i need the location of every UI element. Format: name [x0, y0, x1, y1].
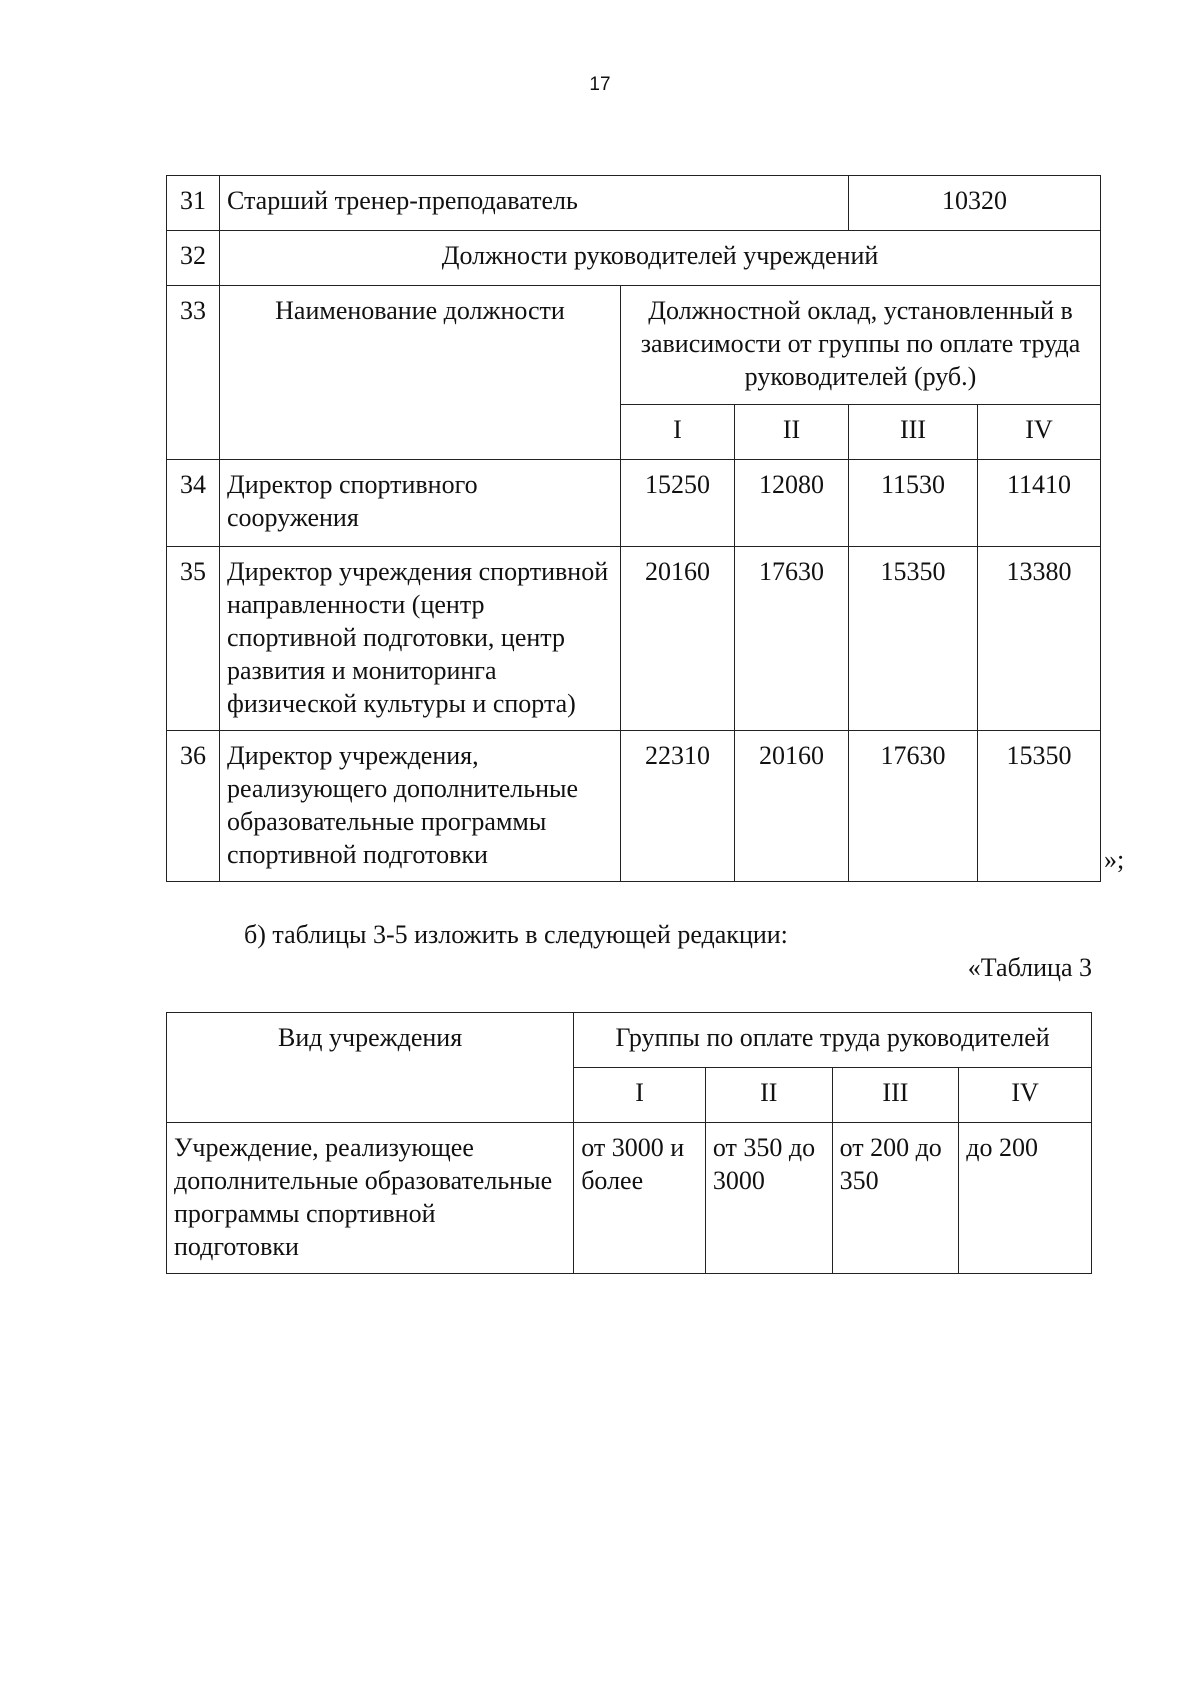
salary-value: 11530 — [849, 460, 978, 547]
institution-type: Учреждение, реализующее дополнительные образовательные программы спортивной подготовки — [167, 1123, 574, 1274]
row-number: 35 — [167, 547, 220, 731]
position-name: Директор учреждения спортивной направленности (центр спортивной подготовки, центр развития и мониторинга физической культуры и спорта) — [220, 547, 621, 731]
table-row — [167, 1123, 1092, 1274]
position-name: Директор спортивного сооружения — [220, 460, 621, 547]
table-row — [167, 231, 1101, 286]
table-row — [167, 731, 1101, 882]
table-caption: «Таблица 3 — [967, 953, 1092, 982]
salary-value: 10320 — [849, 176, 1101, 231]
table-row — [167, 1013, 1092, 1068]
row-number: 34 — [167, 460, 220, 547]
groups-header: Группы по оплате труда руководителей — [574, 1013, 1092, 1068]
group-header: III — [849, 405, 978, 460]
salary-value: 20160 — [735, 731, 849, 882]
institution-groups-table — [166, 1012, 1092, 1274]
group-header: II — [705, 1068, 832, 1123]
group-range: до 200 — [959, 1123, 1092, 1274]
section-title: Должности руководителей учреждений — [220, 231, 1101, 286]
row-number: 36 — [167, 731, 220, 882]
page-number: 17 — [589, 74, 611, 95]
closing-quote: »; — [1104, 845, 1125, 874]
table-row — [167, 547, 1101, 731]
position-name-header: Наименование должности — [220, 286, 621, 460]
group-range: от 350 до 3000 — [705, 1123, 832, 1274]
table-row — [167, 176, 1101, 231]
salary-value: 15350 — [849, 547, 978, 731]
position-name: Директор учреждения, реализующего дополнительные образовательные программы спортивной подготовки — [220, 731, 621, 882]
salary-value: 11410 — [978, 460, 1101, 547]
paragraph: б) таблицы 3-5 изложить в следующей редакции: — [244, 920, 788, 949]
salary-value: 20160 — [621, 547, 735, 731]
salary-value: 17630 — [849, 731, 978, 882]
salary-value: 15350 — [978, 731, 1101, 882]
table-row — [167, 286, 1101, 405]
salary-value: 15250 — [621, 460, 735, 547]
institution-type-header: Вид учреждения — [167, 1013, 574, 1123]
row-number: 32 — [167, 231, 220, 286]
row-number: 31 — [167, 176, 220, 231]
table-row — [167, 460, 1101, 547]
group-header: I — [574, 1068, 706, 1123]
salary-value: 13380 — [978, 547, 1101, 731]
position-name: Старший тренер-преподаватель — [220, 176, 849, 231]
salary-value: 22310 — [621, 731, 735, 882]
salary-value: 12080 — [735, 460, 849, 547]
group-header: I — [621, 405, 735, 460]
salary-value: 17630 — [735, 547, 849, 731]
group-header: III — [832, 1068, 959, 1123]
row-number: 33 — [167, 286, 220, 460]
group-header: IV — [959, 1068, 1092, 1123]
group-range: от 200 до 350 — [832, 1123, 959, 1274]
group-header: II — [735, 405, 849, 460]
salary-header: Должностной оклад, установленный в зависимости от группы по оплате труда руководителей (руб.) — [621, 286, 1101, 405]
salary-table — [166, 175, 1101, 882]
group-range: от 3000 и более — [574, 1123, 706, 1274]
group-header: IV — [978, 405, 1101, 460]
